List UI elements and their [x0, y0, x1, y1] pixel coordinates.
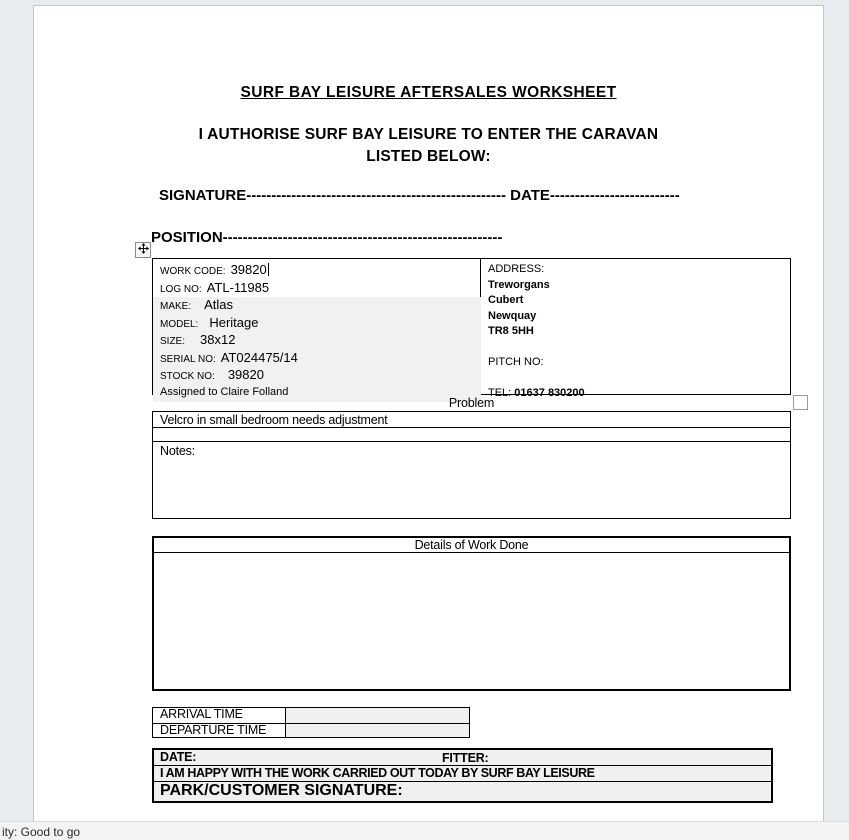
work-done-body-cell[interactable]: [154, 553, 789, 689]
stock-no-row[interactable]: STOCK NO: 39820: [160, 367, 264, 382]
problem-header[interactable]: Problem: [448, 396, 495, 410]
position-line[interactable]: POSITION--------------------------------------------------------: [151, 229, 503, 246]
caravan-shaded-block: [153, 297, 481, 402]
blank-line: [488, 371, 790, 387]
blank-line: [488, 340, 790, 356]
text-caret: [268, 263, 270, 276]
authorisation-line1: I AUTHORISE SURF BAY LEISURE TO ENTER THE CARAVAN: [198, 126, 659, 143]
table-move-handle[interactable]: [135, 242, 151, 258]
document-page[interactable]: [33, 5, 824, 821]
departure-time-label[interactable]: DEPARTURE TIME: [153, 724, 286, 738]
fitter-label: FITTER:: [442, 751, 489, 765]
status-bar: [0, 821, 849, 840]
address-label: ADDRESS:: [488, 263, 545, 275]
authorisation-text[interactable]: [34, 124, 823, 167]
times-table: [152, 707, 470, 738]
tel-row: TEL: 01637 830200: [488, 387, 585, 399]
move-cross-icon: [138, 241, 149, 259]
notes-cell[interactable]: Notes:: [160, 444, 195, 458]
address-line: Cubert: [488, 294, 524, 306]
assigned-note[interactable]: Assigned to Claire Folland: [160, 385, 289, 398]
problem-empty-cell[interactable]: [153, 428, 790, 442]
work-code-row[interactable]: WORK CODE: 39820: [160, 262, 480, 280]
model-row[interactable]: MODEL: Heritage: [160, 314, 259, 330]
address-cell[interactable]: [481, 259, 790, 399]
park-customer-signature-row[interactable]: PARK/CUSTOMER SIGNATURE:: [154, 782, 771, 801]
tel-value: 01637 830200: [514, 387, 585, 399]
happy-statement-row[interactable]: I AM HAPPY WITH THE WORK CARRIED OUT TODAY BY SURF BAY LEISURE: [154, 766, 771, 782]
authorisation-line2: LISTED BELOW:: [366, 147, 491, 165]
problem-table: [152, 411, 791, 519]
date-label: DATE:: [160, 750, 197, 764]
departure-time-row: [153, 723, 469, 738]
table-resize-handle[interactable]: [793, 395, 808, 410]
document-title[interactable]: SURF BAY LEISURE AFTERSALES WORKSHEET: [240, 84, 617, 101]
arrival-time-value-cell[interactable]: [286, 708, 469, 723]
arrival-time-row: [153, 708, 469, 723]
problem-entry-cell[interactable]: Velcro in small bedroom needs adjustment: [153, 412, 790, 428]
pitch-no-label: PITCH NO:: [488, 356, 544, 368]
address-line: Treworgans: [488, 278, 550, 291]
accessibility-status[interactable]: ity: Good to go: [2, 825, 81, 839]
departure-time-value-cell[interactable]: [286, 724, 469, 738]
work-done-table: [152, 536, 791, 691]
address-line: Newquay: [488, 309, 537, 322]
signature-date-line[interactable]: SIGNATURE---------------------------------------------------- DATE--------------------------: [159, 187, 680, 204]
caravan-details-table: [152, 258, 791, 399]
log-no-row[interactable]: LOG NO: ATL-11985: [160, 279, 270, 295]
size-row[interactable]: SIZE: 38x12: [160, 332, 236, 347]
address-line: TR8 5HH: [488, 325, 534, 337]
footer-signature-table: [152, 748, 773, 803]
serial-no-row[interactable]: SERIAL NO: AT024475/14: [160, 349, 298, 365]
work-done-header[interactable]: Details of Work Done: [154, 538, 789, 553]
make-row[interactable]: MAKE: Atlas: [160, 297, 234, 312]
arrival-time-label[interactable]: ARRIVAL TIME: [153, 708, 286, 723]
date-fitter-row[interactable]: [154, 750, 771, 766]
caravan-left-cell[interactable]: [153, 259, 481, 398]
